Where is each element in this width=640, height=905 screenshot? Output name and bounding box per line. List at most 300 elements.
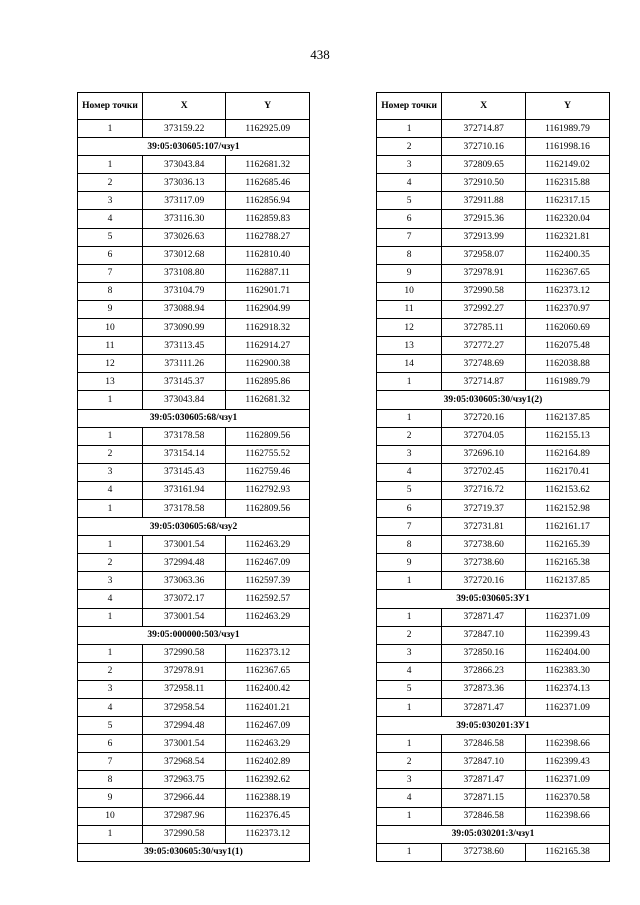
point-number-cell: 1: [377, 735, 442, 753]
section-title: 39:05:000000:503/чзу1: [78, 626, 310, 644]
table-row: [78, 463, 310, 481]
x-coordinate-cell: 372714.87: [442, 120, 526, 138]
table-row: [78, 156, 310, 174]
section-title: 39:05:030201:ЗУ1: [377, 717, 610, 735]
table-row: [78, 391, 310, 409]
point-number-cell: 5: [78, 717, 143, 735]
point-number-cell: 9: [78, 300, 143, 318]
point-number-cell: 1: [377, 572, 442, 590]
y-coordinate-cell: 1162810.40: [226, 246, 310, 264]
x-coordinate-cell: 372911.88: [442, 192, 526, 210]
y-coordinate-cell: 1162401.21: [226, 699, 310, 717]
y-coordinate-cell: 1162315.88: [526, 174, 610, 192]
x-coordinate-cell: 372963.75: [142, 771, 226, 789]
y-coordinate-cell: 1161989.79: [526, 120, 610, 138]
y-coordinate-cell: 1162755.52: [226, 445, 310, 463]
table-row: [78, 481, 310, 499]
y-coordinate-cell: 1162399.43: [526, 753, 610, 771]
y-coordinate-cell: 1162165.38: [526, 554, 610, 572]
x-coordinate-cell: 373108.80: [142, 264, 226, 282]
table-row: [78, 662, 310, 680]
x-coordinate-cell: 373063.36: [142, 572, 226, 590]
table-row: [377, 463, 610, 481]
x-coordinate-cell: 373088.94: [142, 300, 226, 318]
section-row: [377, 391, 610, 409]
x-coordinate-cell: 373036.13: [142, 174, 226, 192]
coordinates-table-right: [376, 92, 610, 862]
table-row: [78, 771, 310, 789]
table-row: [78, 282, 310, 300]
point-number-cell: 1: [377, 699, 442, 717]
table-row: [377, 264, 610, 282]
point-number-cell: 1: [78, 536, 143, 554]
y-coordinate-cell: 1162809.56: [226, 499, 310, 517]
table-row: [377, 644, 610, 662]
header-row: [78, 93, 310, 120]
point-number-cell: 13: [377, 337, 442, 355]
y-coordinate-cell: 1162809.56: [226, 427, 310, 445]
point-number-cell: 3: [377, 771, 442, 789]
point-number-cell: 1: [78, 156, 143, 174]
x-coordinate-cell: 373154.14: [142, 445, 226, 463]
x-coordinate-cell: 372873.36: [442, 680, 526, 698]
y-coordinate-cell: 1162918.32: [226, 319, 310, 337]
table-row: [78, 427, 310, 445]
section-title: 39:05:030201:3/чзу1: [377, 825, 610, 843]
table-row: [78, 373, 310, 391]
point-number-cell: 2: [78, 174, 143, 192]
x-coordinate-cell: 372958.11: [142, 680, 226, 698]
point-number-cell: 11: [78, 337, 143, 355]
table-row: [78, 717, 310, 735]
point-number-cell: 7: [78, 264, 143, 282]
y-coordinate-cell: 1162137.85: [526, 409, 610, 427]
header-y: Y: [226, 93, 310, 120]
table-row: [377, 518, 610, 536]
table-row: [377, 626, 610, 644]
point-number-cell: 3: [377, 644, 442, 662]
point-number-cell: 4: [78, 210, 143, 228]
point-number-cell: 4: [377, 463, 442, 481]
section-title: 39:05:030605:ЗУ1: [377, 590, 610, 608]
table-row: [78, 355, 310, 373]
table-row: [377, 680, 610, 698]
point-number-cell: 5: [377, 192, 442, 210]
y-coordinate-cell: 1162463.29: [226, 735, 310, 753]
x-coordinate-cell: 372710.16: [442, 138, 526, 156]
table-row: [78, 644, 310, 662]
y-coordinate-cell: 1162388.19: [226, 789, 310, 807]
y-coordinate-cell: 1162398.66: [526, 807, 610, 825]
x-coordinate-cell: 372871.47: [442, 771, 526, 789]
point-number-cell: 2: [78, 662, 143, 680]
x-coordinate-cell: 372987.96: [142, 807, 226, 825]
table-row: [377, 355, 610, 373]
point-number-cell: 1: [78, 608, 143, 626]
table-row: [377, 572, 610, 590]
header-x: X: [142, 93, 226, 120]
y-coordinate-cell: 1162373.12: [226, 825, 310, 843]
point-number-cell: 1: [78, 499, 143, 517]
point-number-cell: 4: [377, 662, 442, 680]
y-coordinate-cell: 1162170.41: [526, 463, 610, 481]
section-row: [78, 626, 310, 644]
y-coordinate-cell: 1162792.93: [226, 481, 310, 499]
table-row: [78, 264, 310, 282]
table-row: [78, 789, 310, 807]
y-coordinate-cell: 1162371.09: [526, 771, 610, 789]
y-coordinate-cell: 1162320.04: [526, 210, 610, 228]
table-row: [377, 843, 610, 861]
x-coordinate-cell: 373043.84: [142, 156, 226, 174]
x-coordinate-cell: 372846.58: [442, 735, 526, 753]
table-row: [377, 174, 610, 192]
y-coordinate-cell: 1162399.43: [526, 626, 610, 644]
y-coordinate-cell: 1162400.42: [226, 680, 310, 698]
x-coordinate-cell: 372990.58: [142, 825, 226, 843]
x-coordinate-cell: 373113.45: [142, 337, 226, 355]
y-coordinate-cell: 1162463.29: [226, 536, 310, 554]
x-coordinate-cell: 372748.69: [442, 355, 526, 373]
point-number-cell: 4: [78, 590, 143, 608]
y-coordinate-cell: 1162856.94: [226, 192, 310, 210]
header-point-number: Номер точки: [377, 93, 442, 120]
y-coordinate-cell: 1162317.15: [526, 192, 610, 210]
point-number-cell: 8: [377, 246, 442, 264]
table-row: [377, 319, 610, 337]
y-coordinate-cell: 1162788.27: [226, 228, 310, 246]
point-number-cell: 1: [377, 608, 442, 626]
table-row: [377, 228, 610, 246]
table-row: [78, 300, 310, 318]
point-number-cell: 8: [377, 536, 442, 554]
table-row: [377, 192, 610, 210]
point-number-cell: 1: [377, 409, 442, 427]
x-coordinate-cell: 372716.72: [442, 481, 526, 499]
x-coordinate-cell: 372871.47: [442, 608, 526, 626]
point-number-cell: 5: [377, 680, 442, 698]
table-row: [78, 590, 310, 608]
x-coordinate-cell: 373178.58: [142, 499, 226, 517]
y-coordinate-cell: 1162165.38: [526, 843, 610, 861]
table-row: [78, 246, 310, 264]
table-row: [377, 138, 610, 156]
y-coordinate-cell: 1162371.09: [526, 608, 610, 626]
x-coordinate-cell: 372704.05: [442, 427, 526, 445]
point-number-cell: 8: [78, 771, 143, 789]
table-row: [377, 699, 610, 717]
header-x: X: [442, 93, 526, 120]
y-coordinate-cell: 1162370.58: [526, 789, 610, 807]
table-row: [78, 554, 310, 572]
y-coordinate-cell: 1162887.11: [226, 264, 310, 282]
table-row: [377, 156, 610, 174]
x-coordinate-cell: 372978.91: [142, 662, 226, 680]
table-row: [377, 373, 610, 391]
x-coordinate-cell: 373001.54: [142, 608, 226, 626]
point-number-cell: 1: [377, 843, 442, 861]
section-row: [78, 409, 310, 427]
table-row: [377, 499, 610, 517]
y-coordinate-cell: 1162060.69: [526, 319, 610, 337]
point-number-cell: 9: [377, 264, 442, 282]
y-coordinate-cell: 1162383.30: [526, 662, 610, 680]
x-coordinate-cell: 372994.48: [142, 717, 226, 735]
table-row: [78, 753, 310, 771]
table-row: [78, 735, 310, 753]
table-row: [78, 228, 310, 246]
point-number-cell: 10: [377, 282, 442, 300]
table-row: [377, 789, 610, 807]
y-coordinate-cell: 1162859.83: [226, 210, 310, 228]
y-coordinate-cell: 1162597.39: [226, 572, 310, 590]
x-coordinate-cell: 372719.37: [442, 499, 526, 517]
point-number-cell: 4: [78, 481, 143, 499]
section-row: [78, 518, 310, 536]
point-number-cell: 1: [78, 120, 143, 138]
y-coordinate-cell: 1162592.57: [226, 590, 310, 608]
x-coordinate-cell: 372738.60: [442, 554, 526, 572]
section-row: [78, 843, 310, 861]
y-coordinate-cell: 1162463.29: [226, 608, 310, 626]
y-coordinate-cell: 1162681.32: [226, 156, 310, 174]
x-coordinate-cell: 373159.22: [142, 120, 226, 138]
x-coordinate-cell: 372915.36: [442, 210, 526, 228]
table-row: [377, 445, 610, 463]
x-coordinate-cell: 372785.11: [442, 319, 526, 337]
x-coordinate-cell: 372910.50: [442, 174, 526, 192]
section-title: 39:05:030605:30/чзу1(2): [377, 391, 610, 409]
table-row: [78, 174, 310, 192]
x-coordinate-cell: 372720.16: [442, 572, 526, 590]
point-number-cell: 1: [377, 807, 442, 825]
y-coordinate-cell: 1162376.45: [226, 807, 310, 825]
point-number-cell: 3: [377, 156, 442, 174]
y-coordinate-cell: 1162165.39: [526, 536, 610, 554]
y-coordinate-cell: 1162038.88: [526, 355, 610, 373]
point-number-cell: 3: [377, 445, 442, 463]
point-number-cell: 5: [78, 228, 143, 246]
x-coordinate-cell: 373090.99: [142, 319, 226, 337]
y-coordinate-cell: 1162373.12: [526, 282, 610, 300]
x-coordinate-cell: 372990.58: [442, 282, 526, 300]
point-number-cell: 6: [377, 499, 442, 517]
x-coordinate-cell: 373072.17: [142, 590, 226, 608]
x-coordinate-cell: 373001.54: [142, 735, 226, 753]
point-number-cell: 5: [377, 481, 442, 499]
point-number-cell: 8: [78, 282, 143, 300]
table-row: [377, 481, 610, 499]
table-row: [78, 337, 310, 355]
point-number-cell: 10: [78, 807, 143, 825]
point-number-cell: 3: [78, 572, 143, 590]
x-coordinate-cell: 372850.16: [442, 644, 526, 662]
x-coordinate-cell: 372871.47: [442, 699, 526, 717]
point-number-cell: 1: [78, 391, 143, 409]
y-coordinate-cell: 1162367.65: [526, 264, 610, 282]
table-row: [78, 825, 310, 843]
x-coordinate-cell: 372913.99: [442, 228, 526, 246]
point-number-cell: 12: [377, 319, 442, 337]
table-row: [78, 319, 310, 337]
point-number-cell: 2: [377, 138, 442, 156]
x-coordinate-cell: 373178.58: [142, 427, 226, 445]
y-coordinate-cell: 1162400.35: [526, 246, 610, 264]
x-coordinate-cell: 372738.60: [442, 843, 526, 861]
point-number-cell: 1: [78, 825, 143, 843]
point-number-cell: 3: [78, 680, 143, 698]
table-row: [377, 554, 610, 572]
x-coordinate-cell: 372866.23: [442, 662, 526, 680]
x-coordinate-cell: 372990.58: [142, 644, 226, 662]
x-coordinate-cell: 372871.15: [442, 789, 526, 807]
x-coordinate-cell: 372958.54: [142, 699, 226, 717]
x-coordinate-cell: 372696.10: [442, 445, 526, 463]
y-coordinate-cell: 1162149.02: [526, 156, 610, 174]
x-coordinate-cell: 372772.27: [442, 337, 526, 355]
point-number-cell: 7: [377, 228, 442, 246]
y-coordinate-cell: 1162321.81: [526, 228, 610, 246]
y-coordinate-cell: 1161998.16: [526, 138, 610, 156]
table-row: [78, 445, 310, 463]
x-coordinate-cell: 372994.48: [142, 554, 226, 572]
section-title: 39:05:030605:30/чзу1(1): [78, 843, 310, 861]
x-coordinate-cell: 372992.27: [442, 300, 526, 318]
x-coordinate-cell: 373012.68: [142, 246, 226, 264]
table-row: [377, 735, 610, 753]
header-point-number: Номер точки: [78, 93, 143, 120]
x-coordinate-cell: 373161.94: [142, 481, 226, 499]
point-number-cell: 1: [78, 427, 143, 445]
y-coordinate-cell: 1162398.66: [526, 735, 610, 753]
x-coordinate-cell: 373026.63: [142, 228, 226, 246]
x-coordinate-cell: 372809.65: [442, 156, 526, 174]
table-row: [78, 499, 310, 517]
table-row: [78, 192, 310, 210]
y-coordinate-cell: 1162392.62: [226, 771, 310, 789]
x-coordinate-cell: 373104.79: [142, 282, 226, 300]
point-number-cell: 13: [78, 373, 143, 391]
x-coordinate-cell: 373145.43: [142, 463, 226, 481]
table-row: [377, 246, 610, 264]
y-coordinate-cell: 1162075.48: [526, 337, 610, 355]
y-coordinate-cell: 1162904.99: [226, 300, 310, 318]
x-coordinate-cell: 372847.10: [442, 753, 526, 771]
y-coordinate-cell: 1162467.09: [226, 717, 310, 735]
y-coordinate-cell: 1162374.13: [526, 680, 610, 698]
y-coordinate-cell: 1162895.86: [226, 373, 310, 391]
point-number-cell: 2: [78, 445, 143, 463]
table-row: [78, 572, 310, 590]
x-coordinate-cell: 372702.45: [442, 463, 526, 481]
y-coordinate-cell: 1162681.32: [226, 391, 310, 409]
table-row: [78, 210, 310, 228]
section-title: 39:05:030605:68/чзу2: [78, 518, 310, 536]
point-number-cell: 9: [78, 789, 143, 807]
y-coordinate-cell: 1162161.17: [526, 518, 610, 536]
y-coordinate-cell: 1162404.00: [526, 644, 610, 662]
point-number-cell: 4: [377, 789, 442, 807]
y-coordinate-cell: 1162914.27: [226, 337, 310, 355]
table-row: [377, 771, 610, 789]
table-row: [78, 807, 310, 825]
table-row: [377, 210, 610, 228]
y-coordinate-cell: 1162759.46: [226, 463, 310, 481]
y-coordinate-cell: 1162371.09: [526, 699, 610, 717]
point-number-cell: 2: [377, 427, 442, 445]
point-number-cell: 10: [78, 319, 143, 337]
point-number-cell: 1: [377, 373, 442, 391]
table-row: [78, 120, 310, 138]
table-row: [377, 536, 610, 554]
x-coordinate-cell: 372738.60: [442, 536, 526, 554]
x-coordinate-cell: 372978.91: [442, 264, 526, 282]
y-coordinate-cell: 1162152.98: [526, 499, 610, 517]
point-number-cell: 11: [377, 300, 442, 318]
table-row: [377, 409, 610, 427]
point-number-cell: 12: [78, 355, 143, 373]
x-coordinate-cell: 373116.30: [142, 210, 226, 228]
x-coordinate-cell: 373145.37: [142, 373, 226, 391]
y-coordinate-cell: 1162153.62: [526, 481, 610, 499]
point-number-cell: 7: [78, 753, 143, 771]
y-coordinate-cell: 1162370.97: [526, 300, 610, 318]
y-coordinate-cell: 1162901.71: [226, 282, 310, 300]
section-row: [377, 825, 610, 843]
point-number-cell: 6: [377, 210, 442, 228]
point-number-cell: 6: [78, 246, 143, 264]
y-coordinate-cell: 1162155.13: [526, 427, 610, 445]
point-number-cell: 2: [377, 626, 442, 644]
y-coordinate-cell: 1162925.09: [226, 120, 310, 138]
table-row: [78, 680, 310, 698]
point-number-cell: 7: [377, 518, 442, 536]
point-number-cell: 14: [377, 355, 442, 373]
x-coordinate-cell: 372846.58: [442, 807, 526, 825]
x-coordinate-cell: 372731.81: [442, 518, 526, 536]
y-coordinate-cell: 1162467.09: [226, 554, 310, 572]
point-number-cell: 3: [78, 192, 143, 210]
x-coordinate-cell: 372968.54: [142, 753, 226, 771]
section-title: 39:05:030605:68/чзу1: [78, 409, 310, 427]
section-row: [78, 138, 310, 156]
point-number-cell: 9: [377, 554, 442, 572]
coordinates-table-left: [77, 92, 310, 862]
table-row: [377, 608, 610, 626]
y-coordinate-cell: 1162367.65: [226, 662, 310, 680]
table-row: [78, 699, 310, 717]
point-number-cell: 3: [78, 463, 143, 481]
y-coordinate-cell: 1162402.89: [226, 753, 310, 771]
section-title: 39:05:030605:107/чзу1: [78, 138, 310, 156]
point-number-cell: 4: [78, 699, 143, 717]
x-coordinate-cell: 373111.26: [142, 355, 226, 373]
x-coordinate-cell: 372720.16: [442, 409, 526, 427]
point-number-cell: 6: [78, 735, 143, 753]
table-row: [377, 807, 610, 825]
point-number-cell: 2: [377, 753, 442, 771]
y-coordinate-cell: 1161989.79: [526, 373, 610, 391]
table-row: [377, 427, 610, 445]
table-row: [377, 300, 610, 318]
y-coordinate-cell: 1162164.89: [526, 445, 610, 463]
table-row: [78, 608, 310, 626]
y-coordinate-cell: 1162685.46: [226, 174, 310, 192]
section-row: [377, 717, 610, 735]
x-coordinate-cell: 373043.84: [142, 391, 226, 409]
y-coordinate-cell: 1162373.12: [226, 644, 310, 662]
page-number: 438: [310, 47, 330, 62]
